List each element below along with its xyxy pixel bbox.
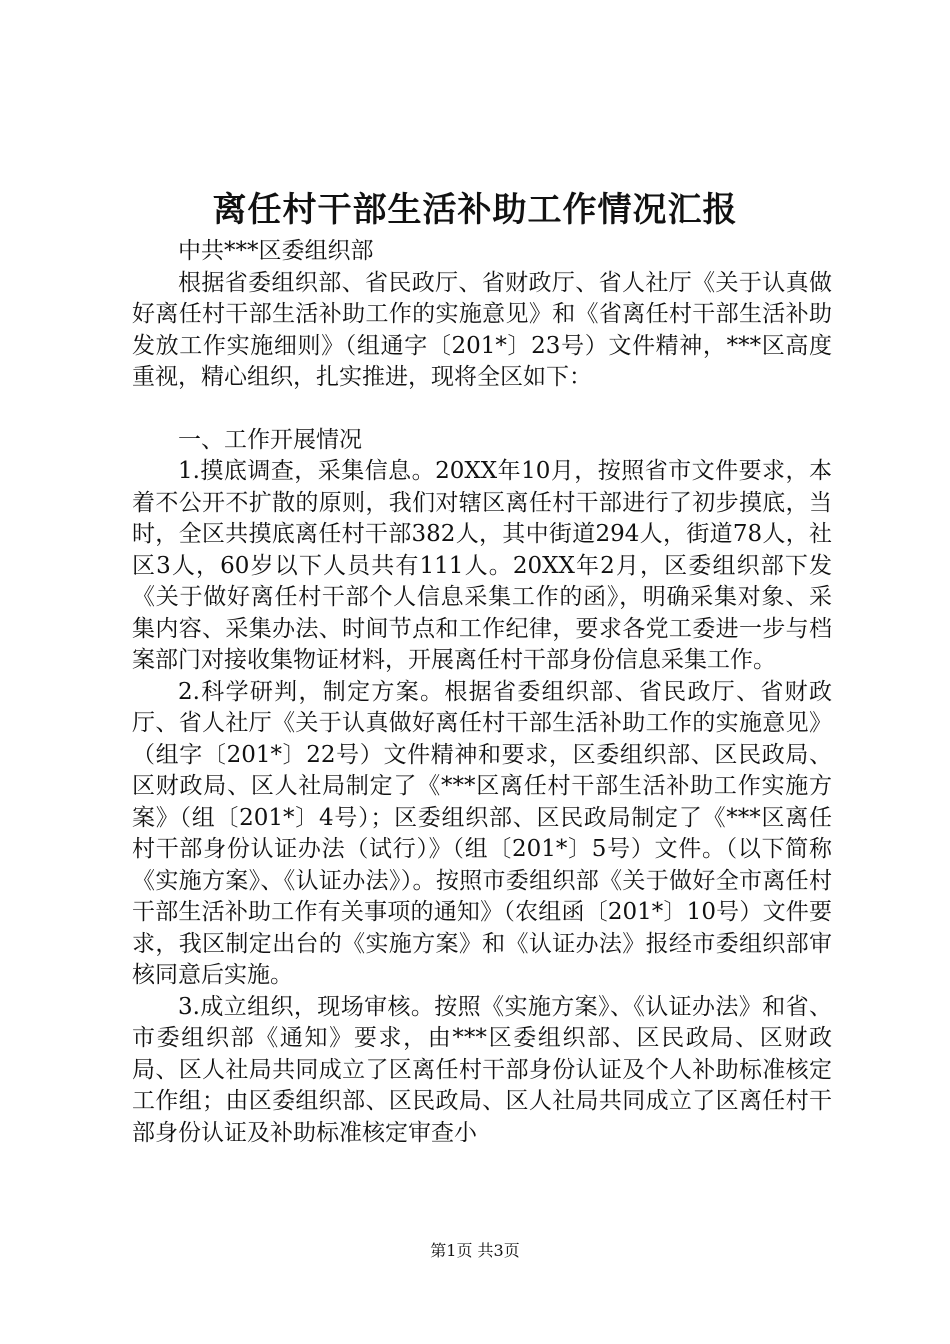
document-title: 离任村干部生活补助工作情况汇报 xyxy=(212,190,738,230)
body-paragraph-3: 3.成立组织，现场审核。按照《实施方案》、《认证办法》和省、市委组织部《通知》要求，由***区委组织部、区民政局、区财政局、区人社局共同成立了区离任村干部身份认证及个人补助标准核定工作组；由区委组织部、区民政局、区人社局共同成立了区离任村干部身份认证及补助标准核定审查小 xyxy=(132,993,832,1146)
author-line: 中共***区委组织部 xyxy=(178,238,374,264)
body-paragraph-2: 2.科学研判，制定方案。根据省委组织部、省民政厅、省财政厅、省人社厅《关于认真做好离任村干部生活补助工作的实施意见》（组字〔201*〕22号）文件精神和要求，区委组织部、区民政局、区财政局、区人社局制定了《***区离任村干部生活补助工作实施方案》（组〔201*〕4号）；区委组织部、区民政局制定了《***区离任村干部身份认证办法（试行）》（组〔201*〕5号）文件。（以下简称《实施方案》、《认证办法》）。按照市委组织部《关于做好全市离任村干部生活补助工作有关事项的通知》（农组函〔201*〕10号）文件要求，我区制定出台的《实施方案》和《认证办法》报经市委组织部审核同意后实施。 xyxy=(132,678,832,988)
document-body xyxy=(132,236,832,1149)
body-paragraph-1: 1.摸底调查，采集信息。20XX年10月，按照省市文件要求，本着不公开不扩散的原则，我们对辖区离任村干部进行了初步摸底，当时，全区共摸底离任村干部382人，其中街道294人，街道78人，社区3人，60岁以下人员共有111人。20XX年2月，区委组织部下发《关于做好离任村干部个人信息采集工作的函》，明确采集对象、采集内容、采集办法、时间节点和工作纪律，要求各党工委进一步与档案部门对接收集物证材料，开展离任村干部身份信息采集工作。 xyxy=(132,458,832,673)
page-number: 第1页 共3页 xyxy=(430,1241,520,1260)
section-heading: 一、工作开展情况 xyxy=(178,426,362,453)
intro-paragraph: 根据省委组织部、省民政厅、省财政厅、省人社厅《关于认真做好离任村干部生活补助工作的实施意见》和《省离任村干部生活补助发放工作实施细则》（组通字〔201*〕23号）文件精神，***区高度重视，精心组织，扎实推进，现将全区如下： xyxy=(132,269,832,390)
